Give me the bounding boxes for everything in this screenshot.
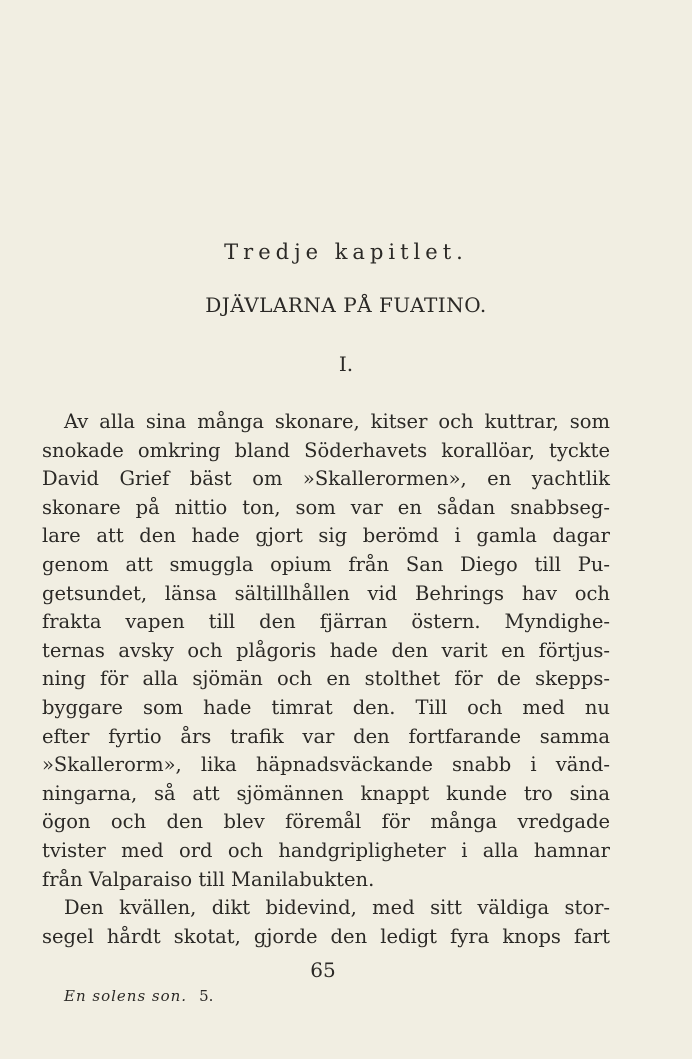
- signature-sheet-number: 5.: [199, 987, 214, 1005]
- text-line: ning för alla sjömän och en stolthet för de skepps-: [42, 667, 610, 691]
- text-line: frakta vapen till den fjärran östern. Myndighe-: [42, 610, 610, 634]
- text-line: lare att den hade gjort sig berömd i gamla dagar: [42, 524, 610, 548]
- signature-title: En solens son.: [64, 987, 188, 1005]
- chapter-label: Tredje kapitlet.: [224, 240, 468, 264]
- text-line: från Valparaiso till Manilabukten.: [42, 867, 375, 891]
- text-line: genom att smuggla opium från San Diego till Pu-: [42, 552, 610, 576]
- text-line: ningarna, så att sjömännen knappt kunde tro sina: [42, 781, 610, 805]
- text-line: skonare på nittio ton, som var en sådan snabbseg-: [42, 495, 610, 519]
- text-line: »Skallerorm», lika häpnadsväckande snabb i vänd-: [42, 753, 610, 777]
- paragraph: [42, 894, 610, 951]
- text-line: segel hårdt skotat, gjorde den ledigt fyra knops fart: [42, 924, 610, 948]
- section-number: I.: [338, 352, 354, 376]
- text-line: snokade omkring bland Söderhavets korallöar, tyckte: [42, 438, 610, 462]
- text-line: efter fyrtio års trafik var den fortfarande samma: [42, 724, 610, 748]
- text-line: Av alla sina många skonare, kitser och kuttrar, som: [64, 410, 610, 433]
- text-line: Den kvällen, dikt bidevind, med sitt väldiga stor-: [64, 896, 610, 920]
- body-text: [42, 408, 610, 951]
- page-number: 65: [310, 958, 336, 982]
- text-line: ternas avsky och plågoris hade den varit en förtjus-: [42, 638, 610, 662]
- text-line: byggare som hade timrat den. Till och med nu: [42, 695, 610, 719]
- text-line: getsundet, länsa sältillhållen vid Behrings hav och: [42, 581, 610, 605]
- chapter-title: DJÄVLARNA PÅ FUATINO.: [205, 293, 487, 317]
- text-line: David Grief bäst om »Skallerormen», en yachtlik: [42, 467, 610, 491]
- printer-signature: [64, 987, 213, 1005]
- text-line: ögon och den blev föremål för många vredgade: [42, 810, 610, 834]
- text-line: tvister med ord och handgripligheter i alla hamnar: [42, 838, 610, 862]
- paragraph: [42, 408, 610, 894]
